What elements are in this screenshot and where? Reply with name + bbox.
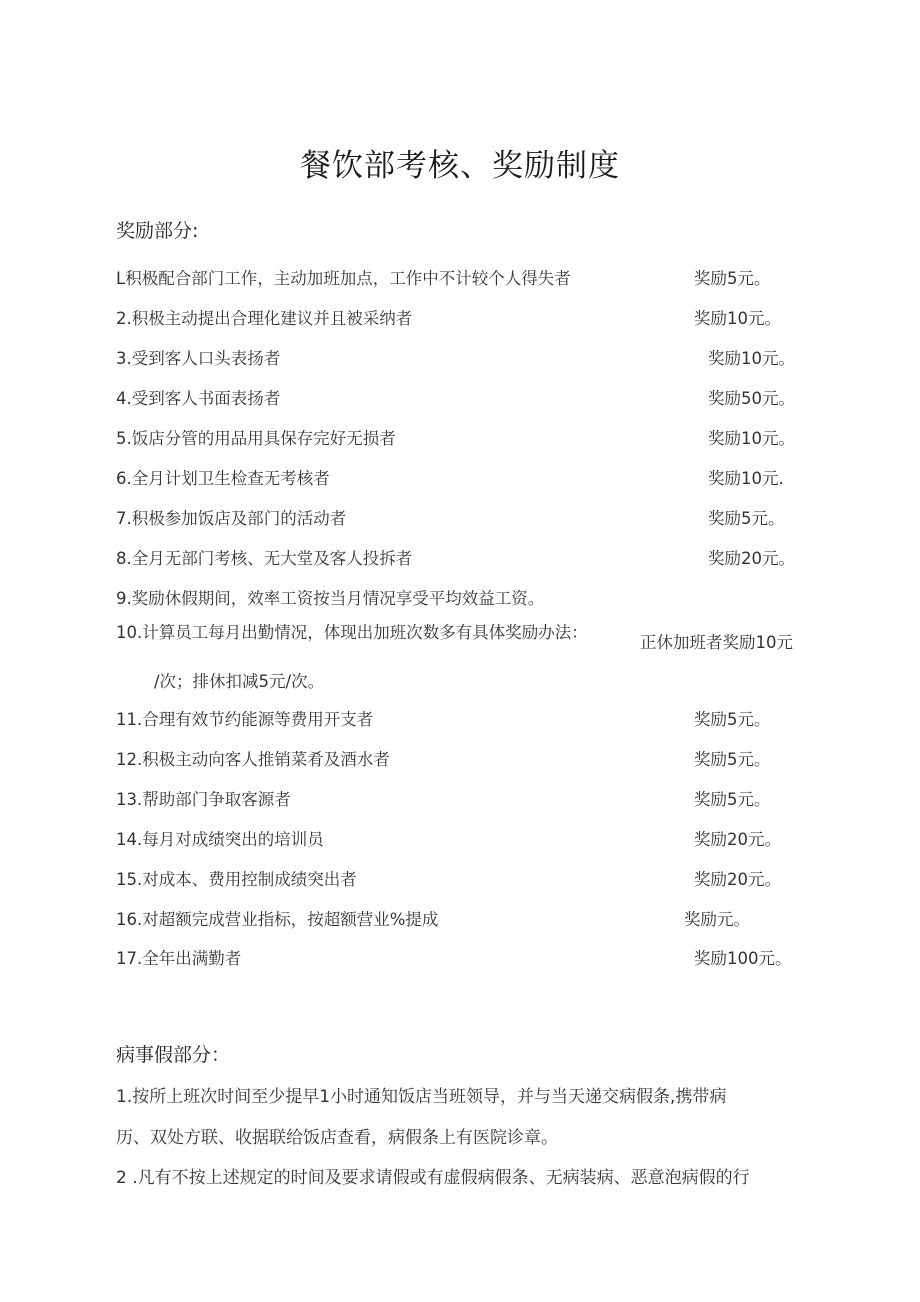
item-text: 17.全年出满勤者 (116, 949, 242, 968)
list-item-text-wrapped: 10.计算员工每月出勤情况，体现出加班次数多有具体奖励办法： (116, 623, 588, 642)
list-item (116, 586, 816, 612)
leave-paragraph: 1.按所上班次时间至少提早1小时通知饭店当班领导，并与当天递交病假条,携带病 (116, 1087, 727, 1107)
item-text: 8.全月无部门考核、无大堂及客人投拆者 (116, 549, 413, 568)
list-item (116, 346, 816, 372)
item-reward: 奖励50元。 (708, 389, 795, 408)
item-text: 5.饭店分管的用品用具保存完好无损者 (116, 429, 396, 448)
leave-section-heading: 病事假部分： (116, 1044, 231, 1066)
list-item (116, 506, 816, 532)
list-item (116, 827, 816, 853)
item-reward: 奖励20元。 (694, 830, 781, 849)
item-reward: 奖励10元。 (708, 429, 795, 448)
list-item (116, 707, 816, 733)
list-item (116, 266, 816, 292)
item-reward: 正休加班者奖励10元 (640, 633, 793, 652)
item-text: 6.全月计划卫生检查无考核者 (116, 469, 330, 488)
item-reward: 奖励元。 (684, 910, 750, 929)
list-item (116, 867, 816, 893)
list-item (116, 787, 816, 813)
list-item (116, 907, 816, 933)
list-item (116, 747, 816, 773)
item-reward: 奖励5元。 (708, 509, 785, 528)
item-text: 12.积极主动向客人推销菜肴及酒水者 (116, 750, 390, 769)
list-item (116, 306, 816, 332)
item-reward: 奖励10元. (708, 469, 784, 488)
item-reward: 奖励5元。 (694, 269, 771, 288)
item-text: 7.积极参加饭店及部门的活动者 (116, 509, 347, 528)
reward-section-heading: 奖励部分: (116, 220, 199, 242)
item-text: 2.积极主动提出合理化建议并且被采纳者 (116, 309, 413, 328)
item-text: 13.帮助部门争取客源者 (116, 790, 291, 809)
item-text: 11.合理有效节约能源等费用开支者 (116, 710, 374, 729)
item-text: 3.受到客人口头表扬者 (116, 349, 281, 368)
item-reward: 奖励10元。 (694, 309, 781, 328)
item-continuation: /次；排休扣减5元/次。 (154, 672, 325, 691)
item-text: 9.奖励休假期间，效率工资按当月情况享受平均效益工资。 (116, 589, 545, 608)
list-item (116, 546, 816, 572)
list-item (116, 466, 816, 492)
item-reward: 奖励10元。 (708, 349, 795, 368)
item-text: 4.受到客人书面表扬者 (116, 389, 281, 408)
leave-paragraph: 2 .凡有不按上述规定的时间及要求请假或有虚假病假条、无病装病、恶意泡病假的行 (116, 1168, 750, 1188)
item-reward: 奖励5元。 (694, 790, 771, 809)
list-item (116, 946, 816, 972)
item-reward: 奖励20元。 (694, 870, 781, 889)
item-text: L积极配合部门工作，主动加班加点，工作中不计较个人得失者 (116, 269, 571, 288)
leave-paragraph: 历、双处方联、收据联给饭店查看，病假条上有医院诊章。 (116, 1128, 558, 1148)
item-text: 15.对成本、费用控制成绩突出者 (116, 870, 357, 889)
item-reward: 奖励5元。 (694, 710, 771, 729)
item-text: 14.每月对成绩突出的培训员 (116, 830, 324, 849)
item-text: 16.对超额完成营业指标，按超额营业%提成 (116, 910, 439, 929)
list-item (116, 386, 816, 412)
item-reward: 奖励100元。 (694, 949, 792, 968)
item-reward: 奖励20元。 (708, 549, 795, 568)
list-item (116, 426, 816, 452)
item-reward: 奖励5元。 (694, 750, 771, 769)
page-title: 餐饮部考核、奖励制度 (300, 148, 620, 184)
